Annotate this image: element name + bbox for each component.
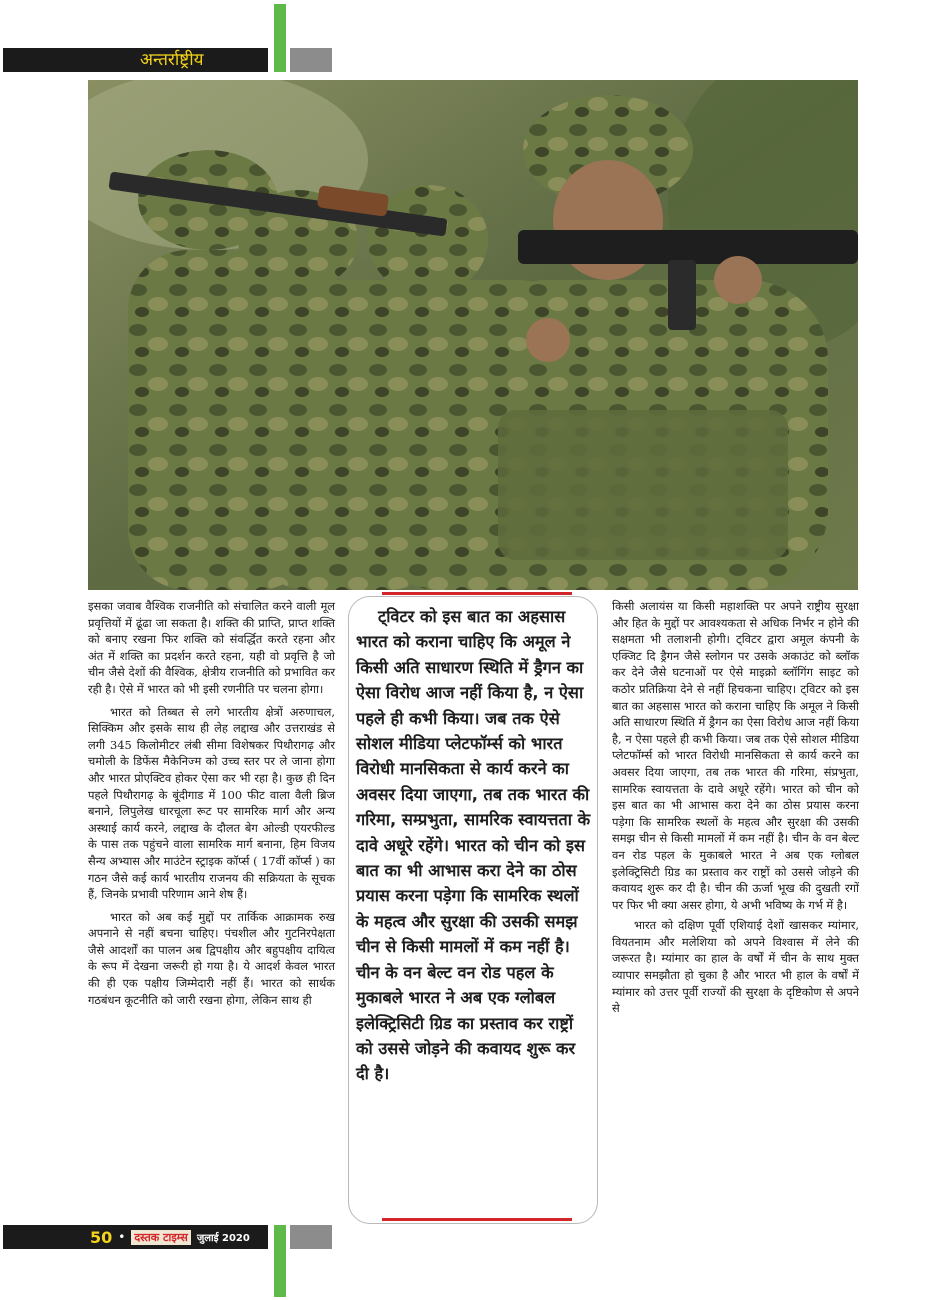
issue-date: जुलाई 2020 — [196, 1233, 250, 1244]
footer-bullet: • — [118, 1230, 126, 1244]
left-paragraph-3: भारत को अब कई मुद्दों पर तार्किक आक्रामक रुख अपनाने से नहीं बचना चाहिए। पंचशील और गुटनिरपेक्षता जैसे आदर्शों का पालन अब द्विपक्षीय और बहुपक्षीय दायित्व के रूप में देखना जरूरी हो गया है। ये आदर्श केवल भारत की ही एक पक्षीय जिम्मेदारी नहीं हैं। भारत को सार्थक गठबंधन कूटनीति को जारी रखना होगा, लेकिन साथ ही — [88, 909, 335, 1007]
right-paragraph-1: किसी अलायंस या किसी महाशक्ति पर अपने राष्ट्रीय सुरक्षा और हित के मुद्दों पर आवश्यकता से अधिक निर्भर न होने की सक्षमता भी तलाशनी होगी। ट्विटर द्वारा अमूल कंपनी के एक्जिट दि ड्रैगन जैसे स्लोगन पर उसके अकाउंट को ब्लॉक कर देने जैसे घटनाओं पर ऐसे माइक्रो ब्लॉगिंग साइट को कठोर प्रतिक्रिया देने से नहीं हिचकना चाहिए। ट्विटर को इस बात का अहसास भारत को कराना चाहिए कि अमूल ने किसी अति साधारण स्थिति में ड्रैगन का ऐसा विरोध आज नहीं किया है, न ऐसा पहले ही कभी किया। जब तक ऐसे सोशल मीडिया प्लेटफॉर्म्स को भारत विरोधी मानसिकता से कार्य करने का अवसर दिया जाएगा, तब तक भारत की गरिमा, संप्रभुता, सामरिक स्वायत्तता के दावे अधूरे रहेंगे। भारत को चीन को इस बात का भी आभास करा देने का ठोस प्रयास करना पड़ेगा कि सामरिक स्थलों के महत्व और सुरक्षा की उसकी समझ चीन से किसी मामलों में कम नहीं है। चीन के वन बेल्ट वन रोड पहल के मुकाबले भारत ने अब एक ग्लोबल इलेक्ट्रिसिटी ग्रिड का प्रस्ताव कर राष्ट्रों को उससे जोड़ने की कवायद शुरू कर दी है। चीन की ऊर्जा भूख की दुखती रगों पर फिर भी क्या असर होगा, ये अभी भविष्य के गर्भ में है। — [612, 599, 859, 912]
page-number: 50 — [90, 1227, 113, 1247]
soldiers-illustration — [88, 80, 858, 590]
magazine-name: दस्तक टाइम्स — [131, 1230, 190, 1245]
footer-gray-block — [290, 1225, 332, 1249]
left-column — [88, 598, 335, 1008]
left-paragraph-2: भारत को तिब्बत से लगे भारतीय क्षेत्रों अरुणाचल, सिक्किम और इसके साथ ही लेह लद्दाख और उत्तराखंड से लगी 345 किलोमीटर लंबी सीमा विशेषकर पिथौरागढ़ और चमोली के डिफेंस मैकेनिज्म को उच्च स्तर पर ले जाना होगा और भारत प्रोएक्टिव होकर ऐसा कर भी रहा है। कुछ ही दिन पहले पिथौरागढ़ के बूंदीगाड में 100 फीट वाला वैली ब्रिज बनाने, लिपुलेख धारचूला रूट पर सामरिक मार्ग और अन्य अस्थाई कार्य करने, लद्दाख के दौलत बेग ओल्डी एयरफील्ड के पास तक पहुंचने वाला सामरिक मार्ग बनाना, हिम विजय सैन्य अभ्यास और माउंटेन स्ट्राइक कॉर्प्स ( 17वीं कॉर्प्स ) का गठन जैसे कई कार्य भारतीय राजनय की सक्रियता के सूचक हैं, जिनके प्रभावी परिणाम आने शेष हैं। — [88, 704, 335, 902]
pull-quote-top-rule — [382, 592, 572, 595]
pull-quote-text: ट्विटर को इस बात का अहसास भारत को कराना चाहिए कि अमूल ने किसी अति साधारण स्थिति में ड्रैगन का ऐसा विरोध आज नहीं किया है, न ऐसा पहले ही कभी किया। जब तक ऐसे सोशल मीडिया प्लेटफॉर्म्स को भारत विरोधी मानसिकता से कार्य करने का अवसर दिया जाएगा, तब तक भारत की गरिमा, सम्प्रभुता, सामरिक स्वायत्तता के दावे अधूरे रहेंगे। भारत को चीन को इस बात का भी आभास करा देने का ठोस प्रयास करना पड़ेगा कि सामरिक स्थलों के महत्व और सुरक्षा की उसकी समझ चीन से किसी मामलों में कम नहीं है। चीन के वन बेल्ट वन रोड पहल के मुकाबले भारत ने अब एक ग्लोबल इलेक्ट्रिसिटी ग्रिड का प्रस्ताव कर राष्ट्रों को उससे जोड़ने की कवायद शुरू कर दी है। — [356, 607, 591, 1084]
right-paragraph-2: भारत को दक्षिण पूर्वी एशियाई देशों खासकर म्यांमार, वियतनाम और मलेशिया को अपने विश्वास में लेने की जरूरत है। म्यांमार का हाल के वर्षों में चीन के साथ मुक्त व्यापार समझौता हो चुका है और भारत भी हाल के वर्षों में म्यांमार को उत्तर पूर्वी राज्यों की सुरक्षा के दृष्टिकोण से अपने से — [612, 918, 859, 1016]
section-title: अन्तर्राष्ट्रीय — [140, 50, 204, 70]
footer-info — [90, 1226, 250, 1248]
pull-quote-bottom-rule — [382, 1218, 572, 1221]
pull-quote — [356, 604, 592, 1087]
right-column — [612, 598, 859, 1017]
header-gray-block — [290, 48, 332, 72]
left-paragraph-1: इसका जवाब वैश्विक राजनीति को संचालित करने वाली मूल प्रवृत्तियों में ढूंढा जा सकता है। शक्ति की प्राप्ति, प्राप्त शक्ति को बनाए रखना फिर शक्ति को संवर्द्धित करते रहना और अंत में शक्ति का प्रदर्शन करते रहना, यही वो प्रवृत्ति है जो चीन जैसे देशों की वैश्विक, क्षेत्रीय राजनीति को प्रभावित कर रही है। ऐसे में भारत को भी इसी रणनीति पर चलना होगा। — [88, 599, 335, 696]
soldiers-photo — [88, 80, 858, 590]
header-section-bar — [3, 48, 268, 72]
header-green-bar — [274, 4, 286, 72]
footer-green-bar — [274, 1225, 286, 1297]
